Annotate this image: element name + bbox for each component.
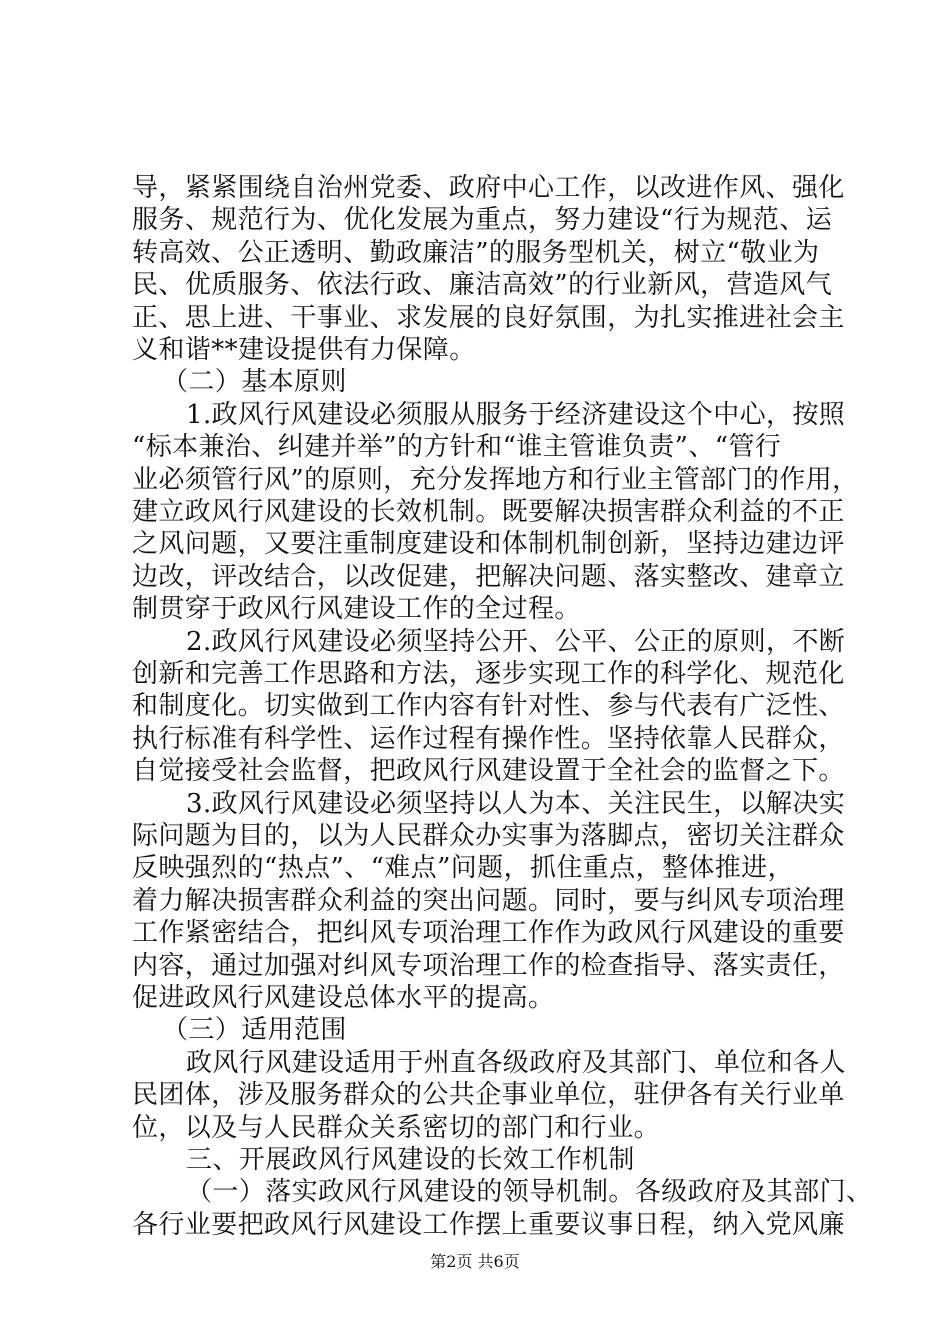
text-line: 之风问题，又要注重制度建设和体制机制创新，坚持边建边评: [132, 529, 845, 560]
section-heading: （三）适用范围: [162, 1015, 347, 1046]
text-line: 3.政风行风建设必须坚持以人为本、关注民生，以解决实: [186, 788, 846, 819]
text-line: 自觉接受社会监督，把政风行风建设置于全社会的监督之下。: [132, 756, 845, 787]
text-line: 正、思上进、干事业、求发展的良好氛围，为扎实推进社会主: [132, 302, 845, 333]
text-line: 导，紧紧围绕自治州党委、政府中心工作，以改进作风、强化: [132, 173, 845, 203]
text-line: 着力解决损害群众利益的突出问题。同时，要与纠风专项治理: [132, 885, 845, 916]
text-line: 转高效、公正透明、勤政廉洁”的服务型机关，树立“敬业为: [132, 237, 820, 268]
page-number-footer: 第2页 共6页: [430, 1252, 520, 1271]
text-line: 服务、规范行为、优化发展为重点，努力建设“行为规范、运: [132, 205, 833, 236]
text-line: “标本兼治、纠建并举”的方针和“谁主管谁负责”、“管行: [132, 432, 782, 463]
text-line: 边改，评改结合，以改促建，把解决问题、落实整改、建章立: [132, 561, 845, 592]
text-line: 义和谐**建设提供有力保障。: [132, 335, 476, 365]
text-line: 建立政风行风建设的长效机制。既要解决损害群众利益的不正: [132, 497, 845, 527]
text-line: 1.政风行风建设必须服从服务于经济建设这个中心，按照: [186, 399, 846, 430]
text-line: 2.政风行风建设必须坚持公开、公平、公正的原则，不断: [186, 626, 846, 657]
text-line: 执行标准有科学性、运作过程有操作性。坚持依靠人民群众，: [132, 723, 845, 754]
text-line: 民、优质服务、依法行政、廉洁高效”的行业新风，营造风气: [132, 270, 833, 301]
text-line: （一）落实政风行风建设的领导机制。各级政府及其部门、: [186, 1177, 873, 1208]
text-line: 际问题为目的，以为人民群众办实事为落脚点，密切关注群众: [132, 821, 845, 851]
text-line: 位，以及与人民群众关系密切的部门和行业。: [132, 1112, 661, 1143]
text-line: 工作紧密结合，把纠风专项治理工作作为政风行风建设的重要: [132, 918, 845, 949]
section-heading: （二）基本原则: [162, 367, 347, 398]
text-line: 政风行风建设适用于州直各级政府及其部门、单位和各人: [186, 1047, 847, 1078]
text-line: 三、开展政风行风建设的长效工作机制: [186, 1145, 635, 1175]
text-line: 业必须管行风”的原则，充分发挥地方和行业主管部门的作用，: [132, 464, 859, 495]
text-line: 促进政风行风建设总体水平的提高。: [132, 983, 555, 1013]
text-line: 反映强烈的“热点”、“难点”问题，抓住重点，整体推进，: [132, 853, 794, 884]
text-line: 内容，通过加强对纠风专项治理工作的检查指导、落实责任，: [132, 950, 845, 981]
text-line: 和制度化。切实做到工作内容有针对性、参与代表有广泛性、: [132, 691, 845, 722]
text-line: 制贯穿于政风行风建设工作的全过程。: [132, 594, 581, 625]
text-line: 各行业要把政风行风建设工作摆上重要议事日程，纳入党风廉: [132, 1209, 845, 1240]
text-line: 创新和完善工作思路和方法，逐步实现工作的科学化、规范化: [132, 659, 845, 689]
text-line: 民团体，涉及服务群众的公共企事业单位，驻伊各有关行业单: [132, 1080, 845, 1111]
